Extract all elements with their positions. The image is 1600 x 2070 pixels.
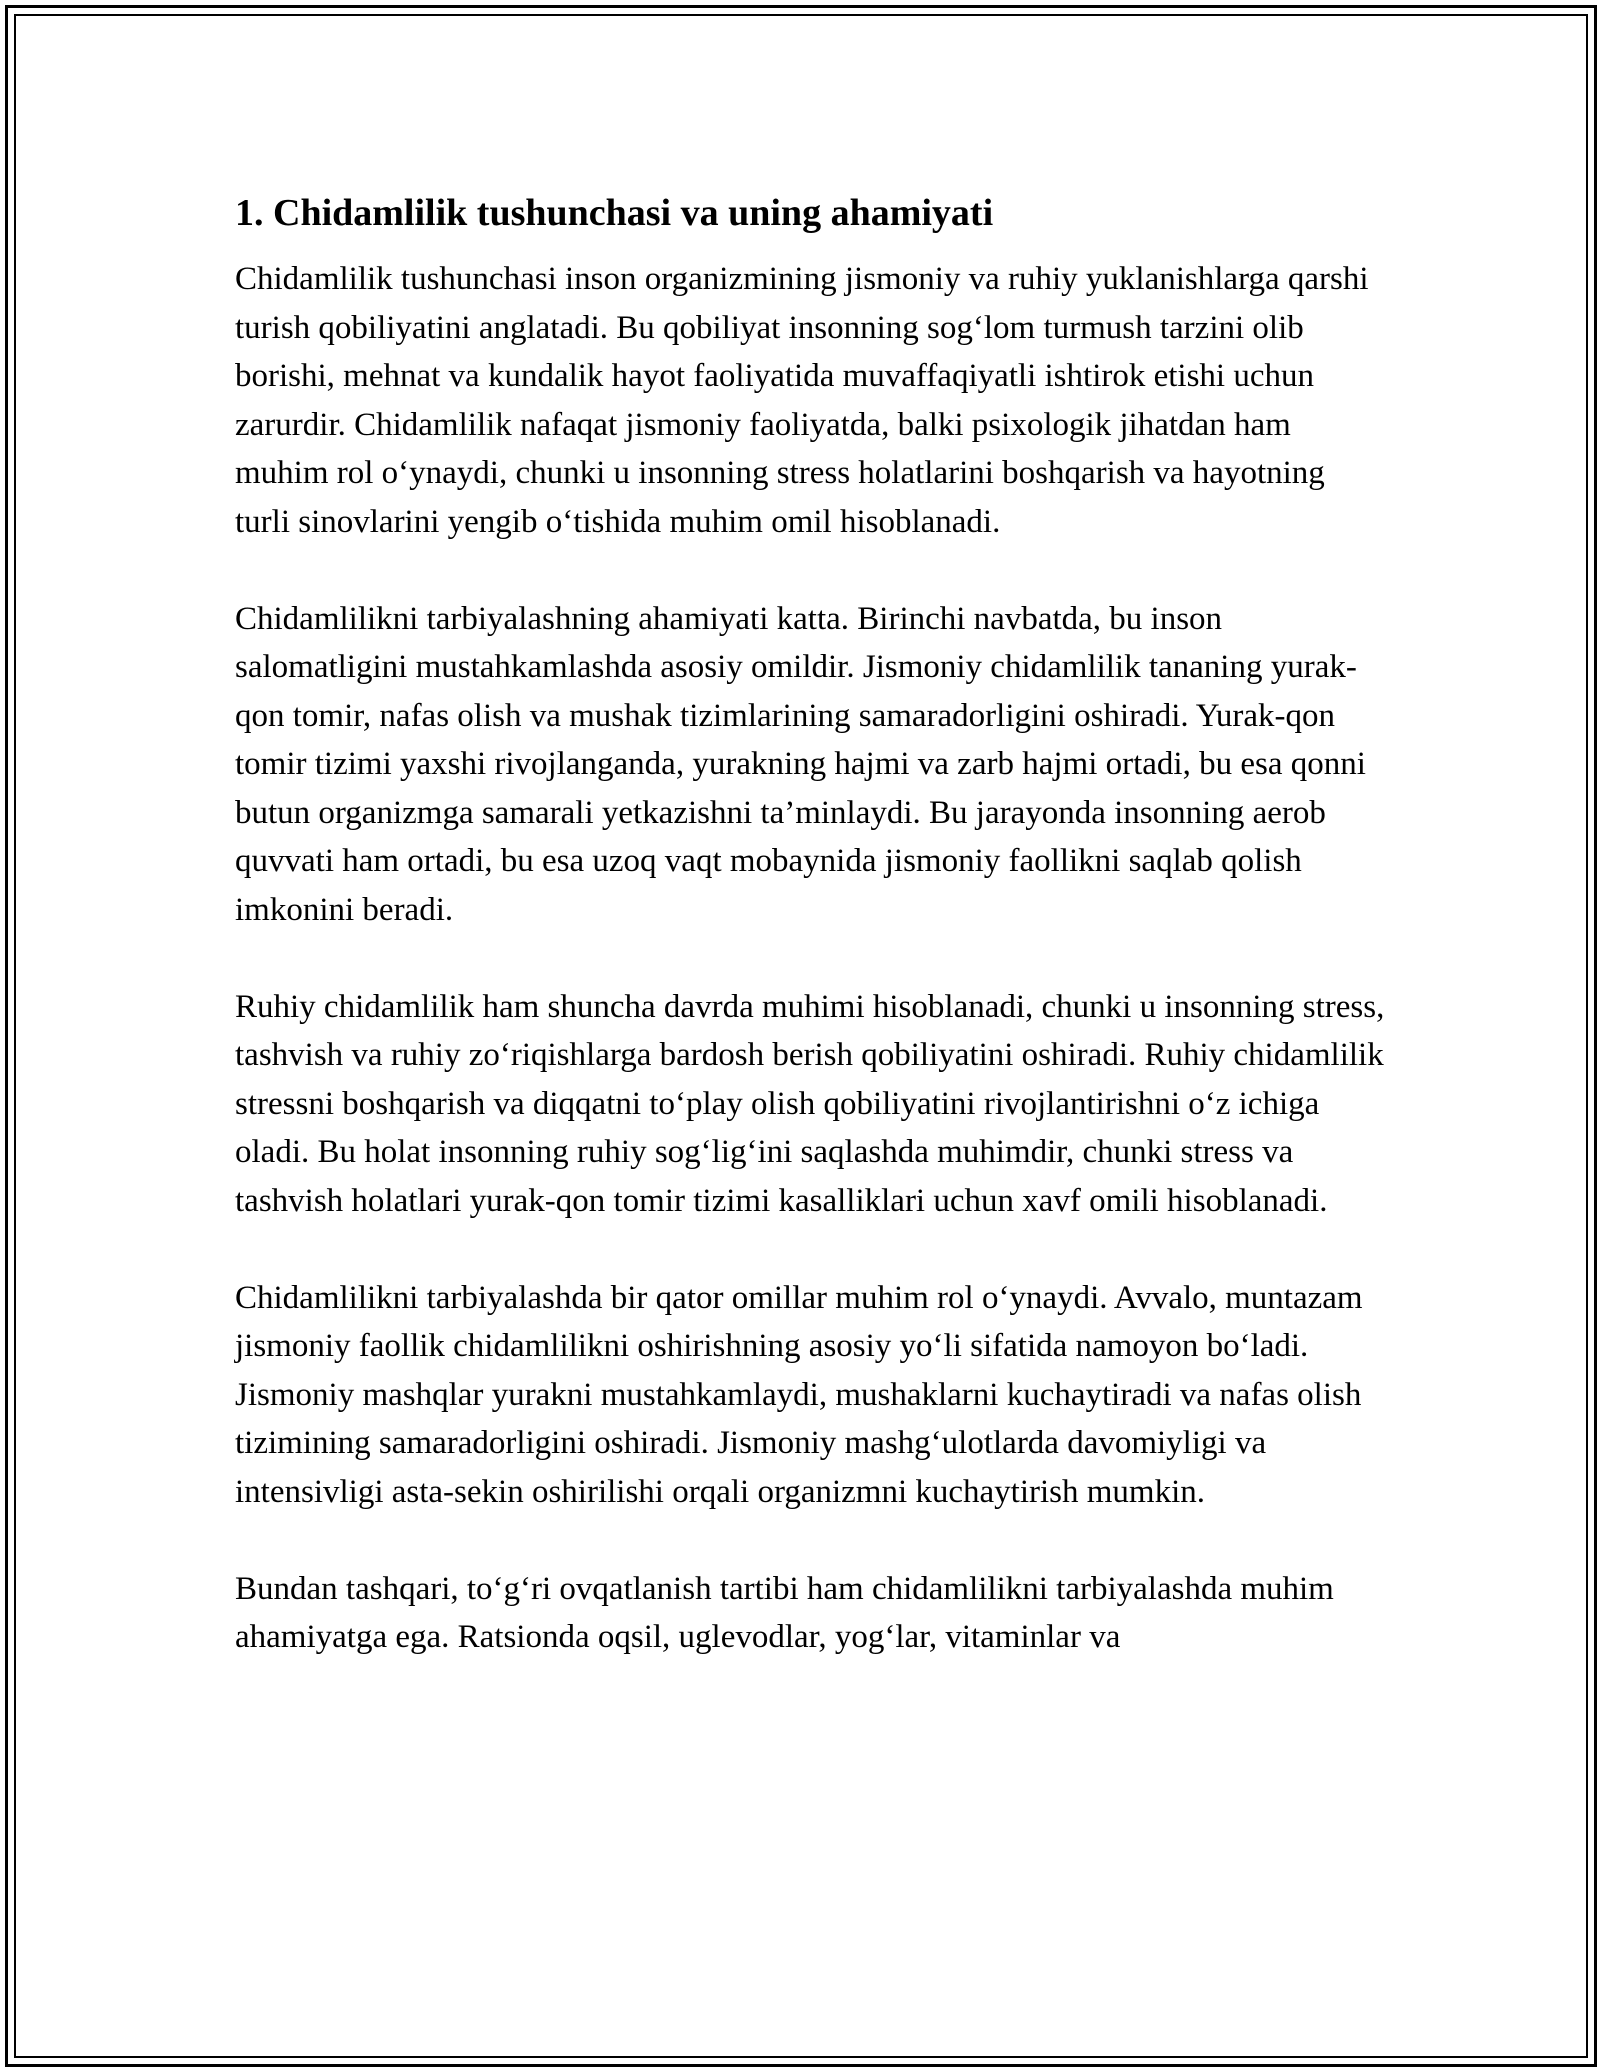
paragraph-5: Bundan tashqari, to‘g‘ri ovqatlanish tartibi ham chidamlilikni tarbiyalashda muhim ahamiyatga ega. Ratsionda oqsil, uglevodlar, yog‘lar, vitaminlar va <box>235 1570 1334 1655</box>
section-heading: 1. Chidamlilik tushunchasi va uning ahamiyati <box>235 192 994 234</box>
paragraph-2: Chidamlilikni tarbiyalashning ahamiyati katta. Birinchi navbatda, bu inson salomatligini mustahkamlashda asosiy omildir. Jismoniy chidamlilik tananing yurak-qon tomir, nafas olish va mushak tizimlarining samaradorligini oshiradi. Yurak-qon tomir tizimi yaxshi rivojlanganda, yurakning hajmi va zarb hajmi ortadi, bu esa qonni butun organizmga samarali yetkazishni ta’minlaydi. Bu jarayonda insonning aerob quvvati ham ortadi, bu esa uzoq vaqt mobaynida jismoniy faollikni saqlab qolish imkonini beradi. <box>235 600 1366 928</box>
paragraph-4: Chidamlilikni tarbiyalashda bir qator omillar muhim rol o‘ynaydi. Avvalo, muntazam jismoniy faollik chidamlilikni oshirishning asosiy yo‘li sifatida namoyon bo‘ladi. Jismoniy mashqlar yurakni mustahkamlaydi, mushaklarni kuchaytiradi va nafas olish tizimining samaradorligini oshiradi. Jismoniy mashg‘ulotlarda davomiyligi va intensivligi asta-sekin oshirilishi orqali organizmni kuchaytirish mumkin. <box>235 1279 1363 1510</box>
paragraph-1: Chidamlilik tushunchasi inson organizmining jismoniy va ruhiy yuklanishlarga qarshi turish qobiliyatini anglatadi. Bu qobiliyat insonning sog‘lom turmush tarzini olib borishi, mehnat va kundalik hayot faoliyatida muvaffaqiyatli ishtirok etishi uchun zarurdir. Chidamlilik nafaqat jismoniy faoliyatda, balki psixologik jihatdan ham muhim rol o‘ynaydi, chunki u insonning stress holatlarini boshqarish va hayotning turli sinovlarini yengib o‘tishida muhim omil hisoblanadi. <box>235 261 1369 540</box>
paragraph-3: Ruhiy chidamlilik ham shuncha davrda muhimi hisoblanadi, chunki u insonning stress, tashvish va ruhiy zo‘riqishlarga bardosh berish qobiliyatini oshiradi. Ruhiy chidamlilik stressni boshqarish va diqqatni to‘play olish qobiliyatini rivojlantirishni o‘z ichiga oladi. Bu holat insonning ruhiy sog‘lig‘ini saqlashda muhimdir, chunki stress va tashvish holatlari yurak-qon tomir tizimi kasalliklari uchun xavf omili hisoblanadi. <box>235 988 1385 1219</box>
document-body <box>235 185 1385 1710</box>
